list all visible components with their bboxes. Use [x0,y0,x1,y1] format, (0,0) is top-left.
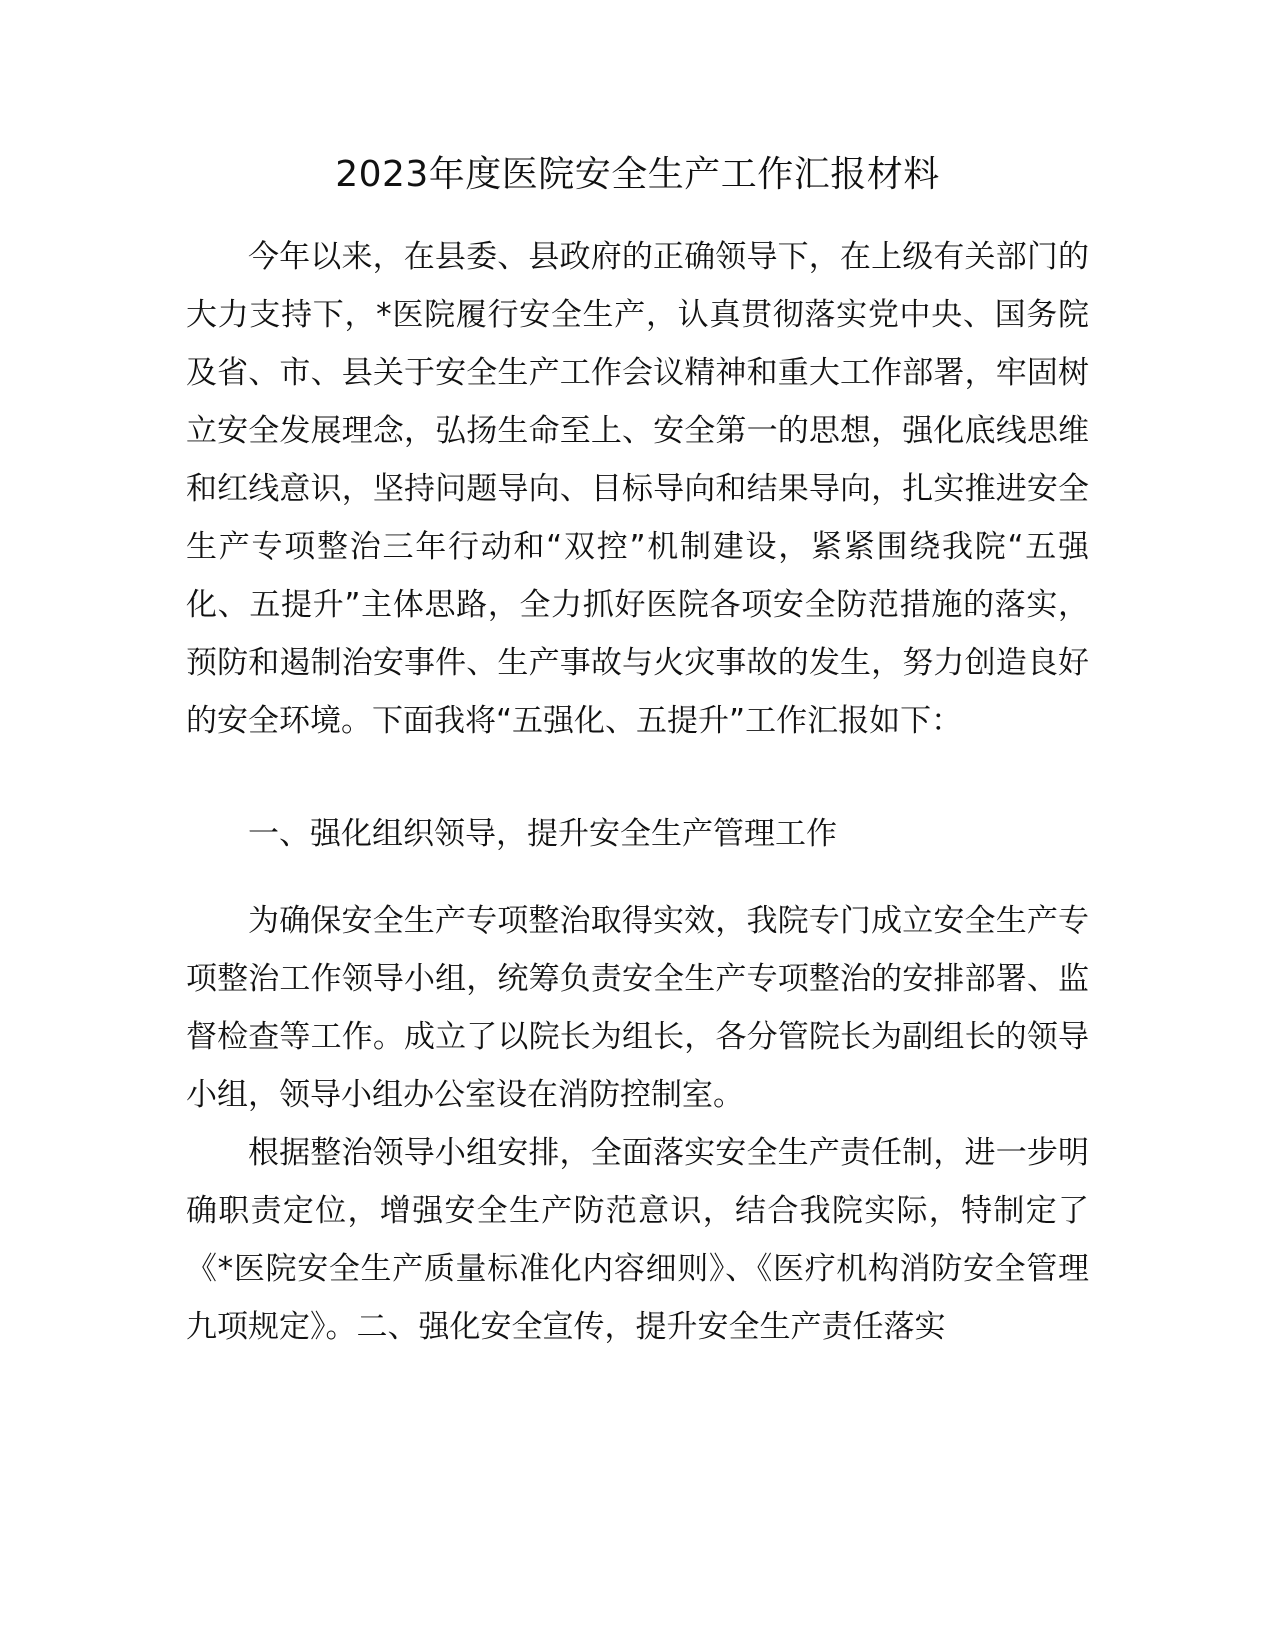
intro-paragraph: 今年以来，在县委、县政府的正确领导下，在上级有关部门的大力支持下，*医院履行安全生产，认真贯彻落实党中央、国务院及省、市、县关于安全生产工作会议精神和重大工作部署，牢固树立安全发展理念，弘扬生命至上、安全第一的思想，强化底线思维和红线意识，坚持问题导向、目标导向和结果导向，扎实推进安全生产专项整治三年行动和“双控”机制建设，紧紧围绕我院“五强化、五提升”主体思路，全力抓好医院各项安全防范措施的落实，预防和遏制治安事件、生产事故与火灾事故的发生，努力创造良好的安全环境。下面我将“五强化、五提升”工作汇报如下： [186,239,1089,739]
document-title: 2023年度医院安全生产工作汇报材料 [335,154,940,195]
organization-paragraph: 为确保安全生产专项整治取得实效，我院专门成立安全生产专项整治工作领导小组，统筹负责安全生产专项整治的安排部署、监督检查等工作。成立了以院长为组长，各分管院长为副组长的领导小组，领导小组办公室设在消防控制室。 [186,903,1089,1113]
responsibility-paragraph: 根据整治领导小组安排，全面落实安全生产责任制，进一步明确职责定位，增强安全生产防范意识，结合我院实际，特制定了《*医院安全生产质量标准化内容细则》、《医疗机构消防安全管理九项规定》。二、强化安全宣传，提升安全生产责任落实 [186,1135,1089,1345]
section-heading-1: 一、强化组织领导，提升安全生产管理工作 [248,816,837,852]
